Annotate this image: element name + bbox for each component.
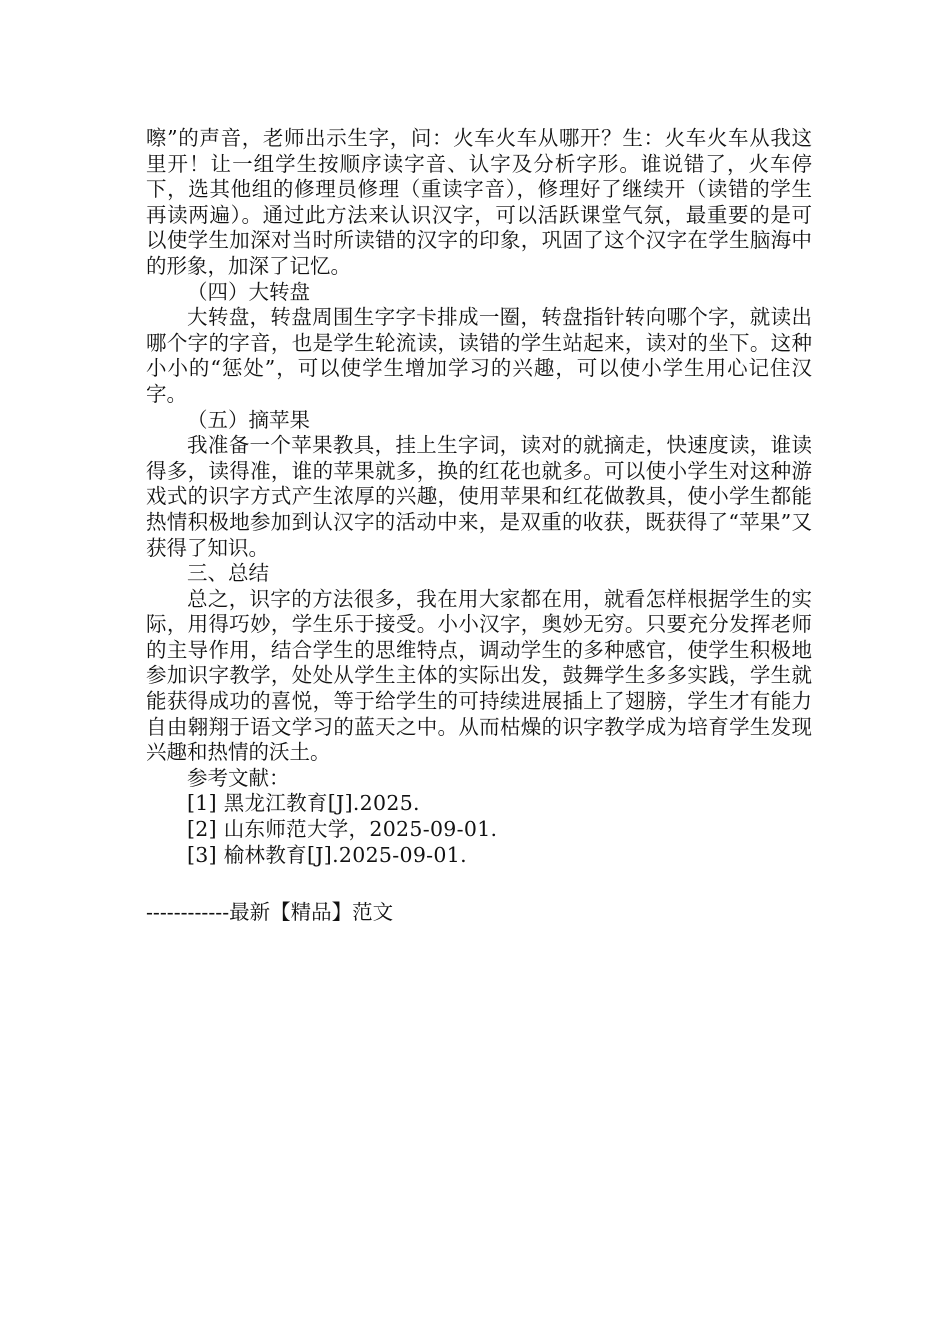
reference-item: [1] 黑龙江教育[J].2025. (187, 791, 420, 816)
heading-pick-apples: （五）摘苹果 (187, 407, 310, 432)
footer-text: ------------最新【精品】范文 (146, 900, 394, 924)
paragraph-big-wheel: 大转盘，转盘周围生字字卡排成一圈，转盘指针转向哪个字，就读出哪个字的字音，也是学生轮流读，读错的学生站起来，读对的坐下。这种小小的“惩处”，可以使学生增加学习的兴趣，可以使小学生用心记住汉字。 (146, 305, 812, 406)
reference-item: [2] 山东师范大学，2025-09-01. (187, 817, 498, 842)
document-body (146, 126, 812, 868)
paragraph-summary: 总之，识字的方法很多，我在用大家都在用，就看怎样根据学生的实际，用得巧妙，学生乐于接受。小小汉字，奥妙无穷。只要充分发挥老师的主导作用，结合学生的思维特点，调动学生的多种感官，使学生积极地参加识字教学，处处从学生主体的实际出发，鼓舞学生多多实践，学生就能获得成功的喜悦，等于给学生的可持续进展插上了翅膀，学生才有能力自由翱翔于语文学习的蓝天之中。从而枯燥的识字教学成为培育学生发现兴趣和热情的沃土。 (146, 586, 812, 765)
paragraph-pick-apples: 我准备一个苹果教具，挂上生字词，读对的就摘走，快速度读，谁读得多，读得准，谁的苹果就多，换的红花也就多。可以使小学生对这种游戏式的识字方式产生浓厚的兴趣，使用苹果和红花做教具，使小学生都能热情积极地参加到认汉字的活动中来，是双重的收获，既获得了“苹果”又获得了知识。 (146, 433, 812, 560)
paragraph-train-game: 嚓”的声音，老师出示生字，问：火车火车从哪开？生：火车火车从我这里开！让一组学生按顺序读字音、认字及分析字形。谁说错了，火车停下，选其他组的修理员修理（重读字音），修理好了继续开（读错的学生再读两遍）。通过此方法来认识汉字，可以活跃课堂气氛，最重要的是可以使学生加深对当时所读错的汉字的印象，巩固了这个汉字在学生脑海中的形象，加深了记忆。 (146, 126, 812, 278)
reference-item: [3] 榆林教育[J].2025-09-01. (187, 842, 467, 867)
heading-summary: 三、总结 (187, 561, 269, 586)
references-title: 参考文献： (187, 765, 290, 790)
heading-big-wheel: （四）大转盘 (187, 279, 310, 304)
